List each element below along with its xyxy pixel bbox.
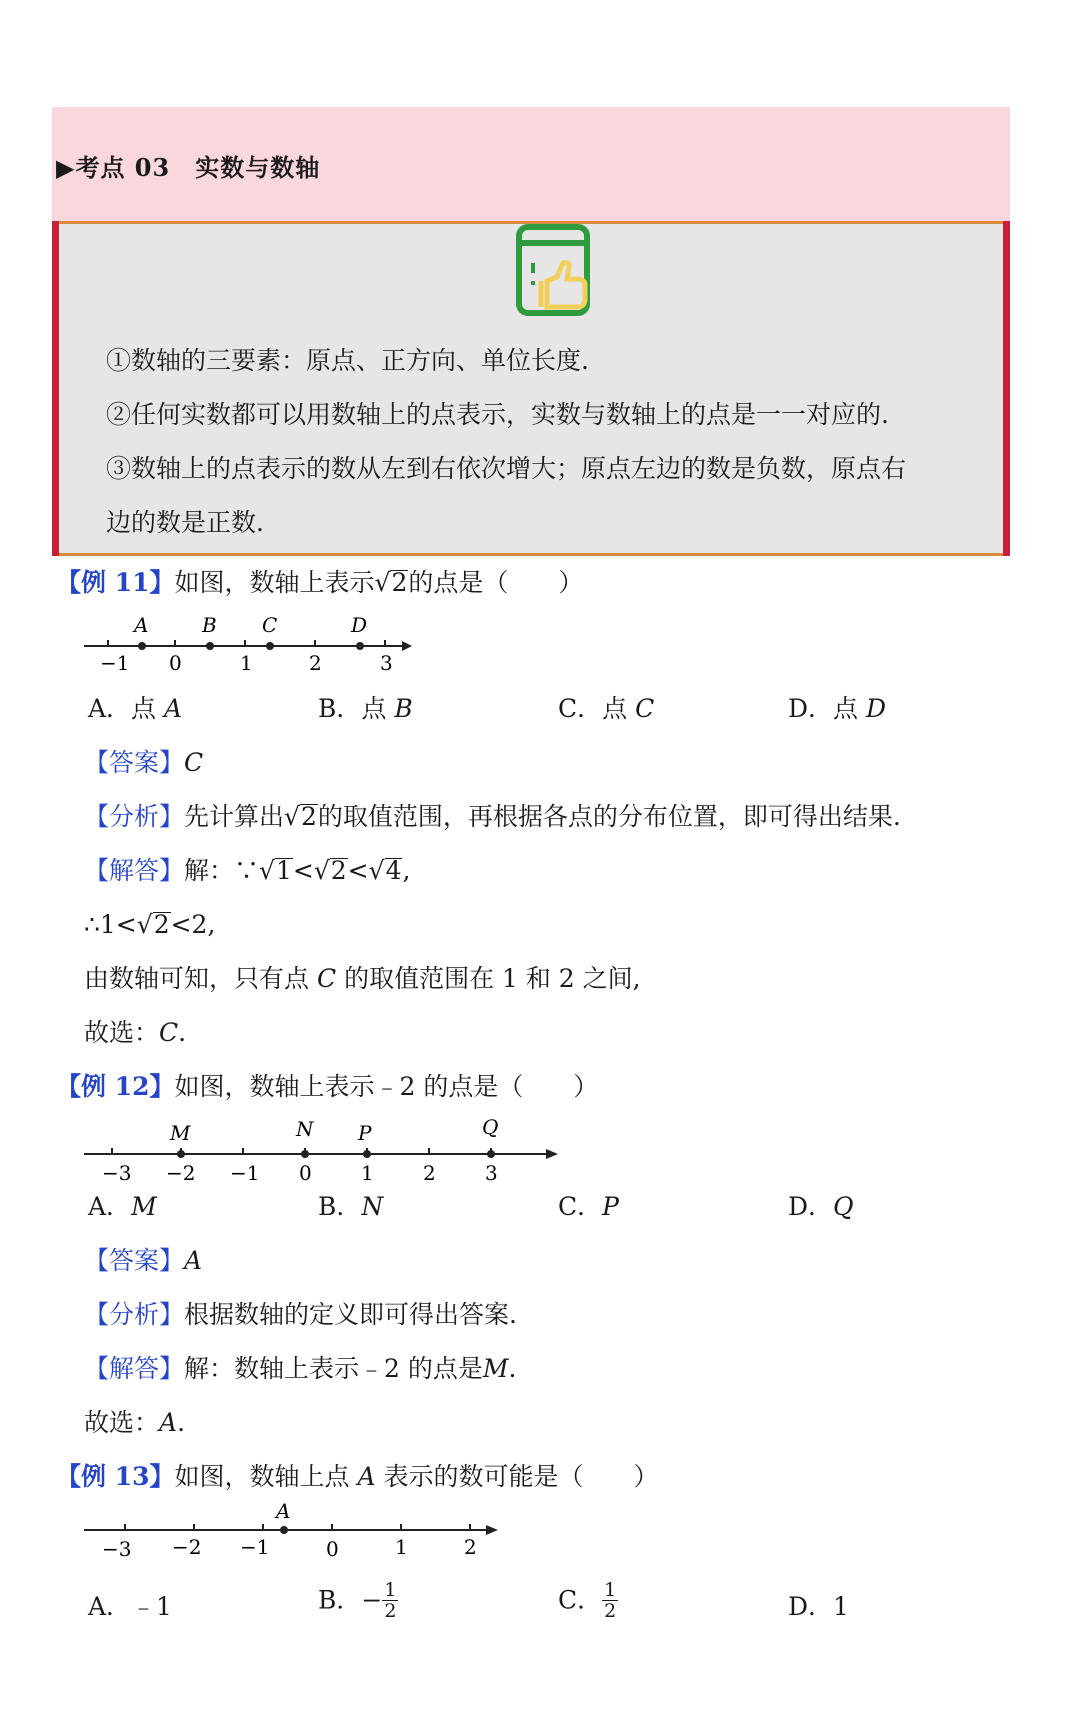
- ex11-answer: 【答案】C: [84, 748, 204, 777]
- ex13-option-a[interactable]: A．﹣1: [88, 1592, 172, 1621]
- ex11-solution: 【解答】解：∵√1<√2<√4,: [84, 856, 411, 885]
- ex12-option-b[interactable]: B．N: [318, 1192, 384, 1221]
- ex12-number-line: [80, 1112, 570, 1182]
- ex13-question: 【例 13】如图，数轴上点 A 表示的数可能是（ ）: [56, 1462, 659, 1491]
- ex13-option-c[interactable]: C． $\frac{1}{2}$: [558, 1579, 617, 1622]
- ex12-point-n: [301, 1150, 309, 1158]
- ex13-number-line: [80, 1500, 520, 1560]
- ex13-tick-label: 0: [326, 1537, 339, 1560]
- ex11-solution-line4: 故选：C.: [84, 1018, 187, 1047]
- ex13-tick-label: 2: [464, 1535, 477, 1559]
- ex12-analysis: 【分析】根据数轴的定义即可得出答案.: [84, 1300, 517, 1329]
- ex12-option-a[interactable]: A．M: [88, 1192, 157, 1221]
- ex11-tick-label: 3: [380, 651, 393, 672]
- ex12-point-label: N: [296, 1117, 314, 1141]
- ex13-tick-label: 1: [395, 1535, 408, 1559]
- ex11-solution-line3: 由数轴可知，只有点 C 的取值范围在 1 和 2 之间,: [84, 964, 641, 993]
- ex12-point-label: P: [358, 1121, 372, 1145]
- ex12-tick-label: 2: [423, 1161, 436, 1182]
- ex12-tick-label: −1: [230, 1161, 260, 1182]
- ex13-tick-label: −2: [172, 1535, 202, 1559]
- ex11-point-label: B: [202, 613, 217, 637]
- ex13-option-b[interactable]: B．− $\frac{1}{2}$: [318, 1579, 397, 1622]
- ex12-point-q: [487, 1150, 495, 1158]
- ex11-point-a: [138, 642, 146, 650]
- ex13-tick-label: −3: [102, 1537, 132, 1560]
- ex11-point-label: C: [262, 613, 278, 637]
- ex11-tick-label: −1: [100, 651, 130, 672]
- ex11-tag: 【例 11】: [56, 568, 175, 597]
- ex13-option-d[interactable]: D．1: [788, 1592, 849, 1621]
- ex12-tick-label: 0: [299, 1161, 312, 1182]
- fraction: $\frac{1}{2}$: [604, 1579, 617, 1622]
- ex11-q-post: 的点是（ ）: [408, 568, 584, 597]
- ex12-choose: 故选：A.: [84, 1408, 186, 1437]
- ex12-point-m: [177, 1150, 185, 1158]
- ex11-radicand: 2: [391, 568, 408, 597]
- ex12-tick-label: 1: [361, 1161, 374, 1182]
- ex13-point-label: A: [276, 1500, 291, 1523]
- ex13-tick-label: −1: [240, 1535, 270, 1559]
- ex11-point-c: [266, 642, 274, 650]
- ex12-question: 【例 12】如图，数轴上表示﹣2 的点是（ ）: [56, 1072, 599, 1101]
- ex11-option-b[interactable]: B．点 B: [318, 694, 413, 723]
- ex12-point-p: [363, 1150, 371, 1158]
- ex11-point-label: D: [351, 613, 368, 637]
- book-thumbs-up-icon: [515, 223, 595, 319]
- ex11-tick-label: 1: [240, 651, 253, 672]
- ex12-answer: 【答案】A: [84, 1246, 203, 1275]
- ex11-question: 【例 11】如图，数轴上表示√2的点是（ ）: [56, 568, 584, 597]
- ex12-tick-label: −3: [102, 1161, 132, 1182]
- ex11-analysis: 【分析】先计算出√2的取值范围，再根据各点的分布位置，即可得出结果.: [84, 802, 901, 831]
- ex11-solution-line2: ∴1<√2<2,: [84, 910, 216, 939]
- section-title: ▶考点 03 实数与数轴: [56, 153, 321, 182]
- ex11-option-d[interactable]: D．点 D: [788, 694, 887, 723]
- ex13-point-a: [280, 1526, 288, 1534]
- ex11-tick-label: 0: [169, 651, 182, 672]
- ex12-point-label: M: [170, 1121, 191, 1145]
- ex11-point-label: A: [134, 613, 149, 637]
- ex12-solution: 【解答】解：数轴上表示﹣2 的点是M.: [84, 1354, 517, 1383]
- ex12-tick-label: −2: [166, 1161, 196, 1182]
- concept-point-3-cont: 边的数是正数.: [106, 508, 264, 537]
- ex12-tick-label: 3: [485, 1161, 498, 1182]
- ex11-number-line: [80, 612, 420, 672]
- ex11-option-c[interactable]: C．点 C: [558, 694, 655, 723]
- ex11-tick-label: 2: [309, 651, 322, 672]
- ex12-point-label: Q: [482, 1115, 499, 1139]
- concept-point-2: ②任何实数都可以用数轴上的点表示，实数与数轴上的点是一一对应的.: [106, 400, 889, 429]
- concept-point-1: ①数轴的三要素：原点、正方向、单位长度.: [106, 346, 589, 375]
- ex11-q-pre: 如图，数轴上表示: [174, 568, 375, 597]
- fraction: $\frac{1}{2}$: [384, 1579, 397, 1622]
- ex11-point-b: [206, 642, 214, 650]
- ex11-option-a[interactable]: A．点 A: [88, 694, 183, 723]
- ex12-option-c[interactable]: C．P: [558, 1192, 619, 1221]
- ex11-point-d: [356, 642, 364, 650]
- ex12-option-d[interactable]: D．Q: [788, 1192, 854, 1221]
- concept-point-3: ③数轴上的点表示的数从左到右依次增大；原点左边的数是负数，原点右: [106, 454, 907, 483]
